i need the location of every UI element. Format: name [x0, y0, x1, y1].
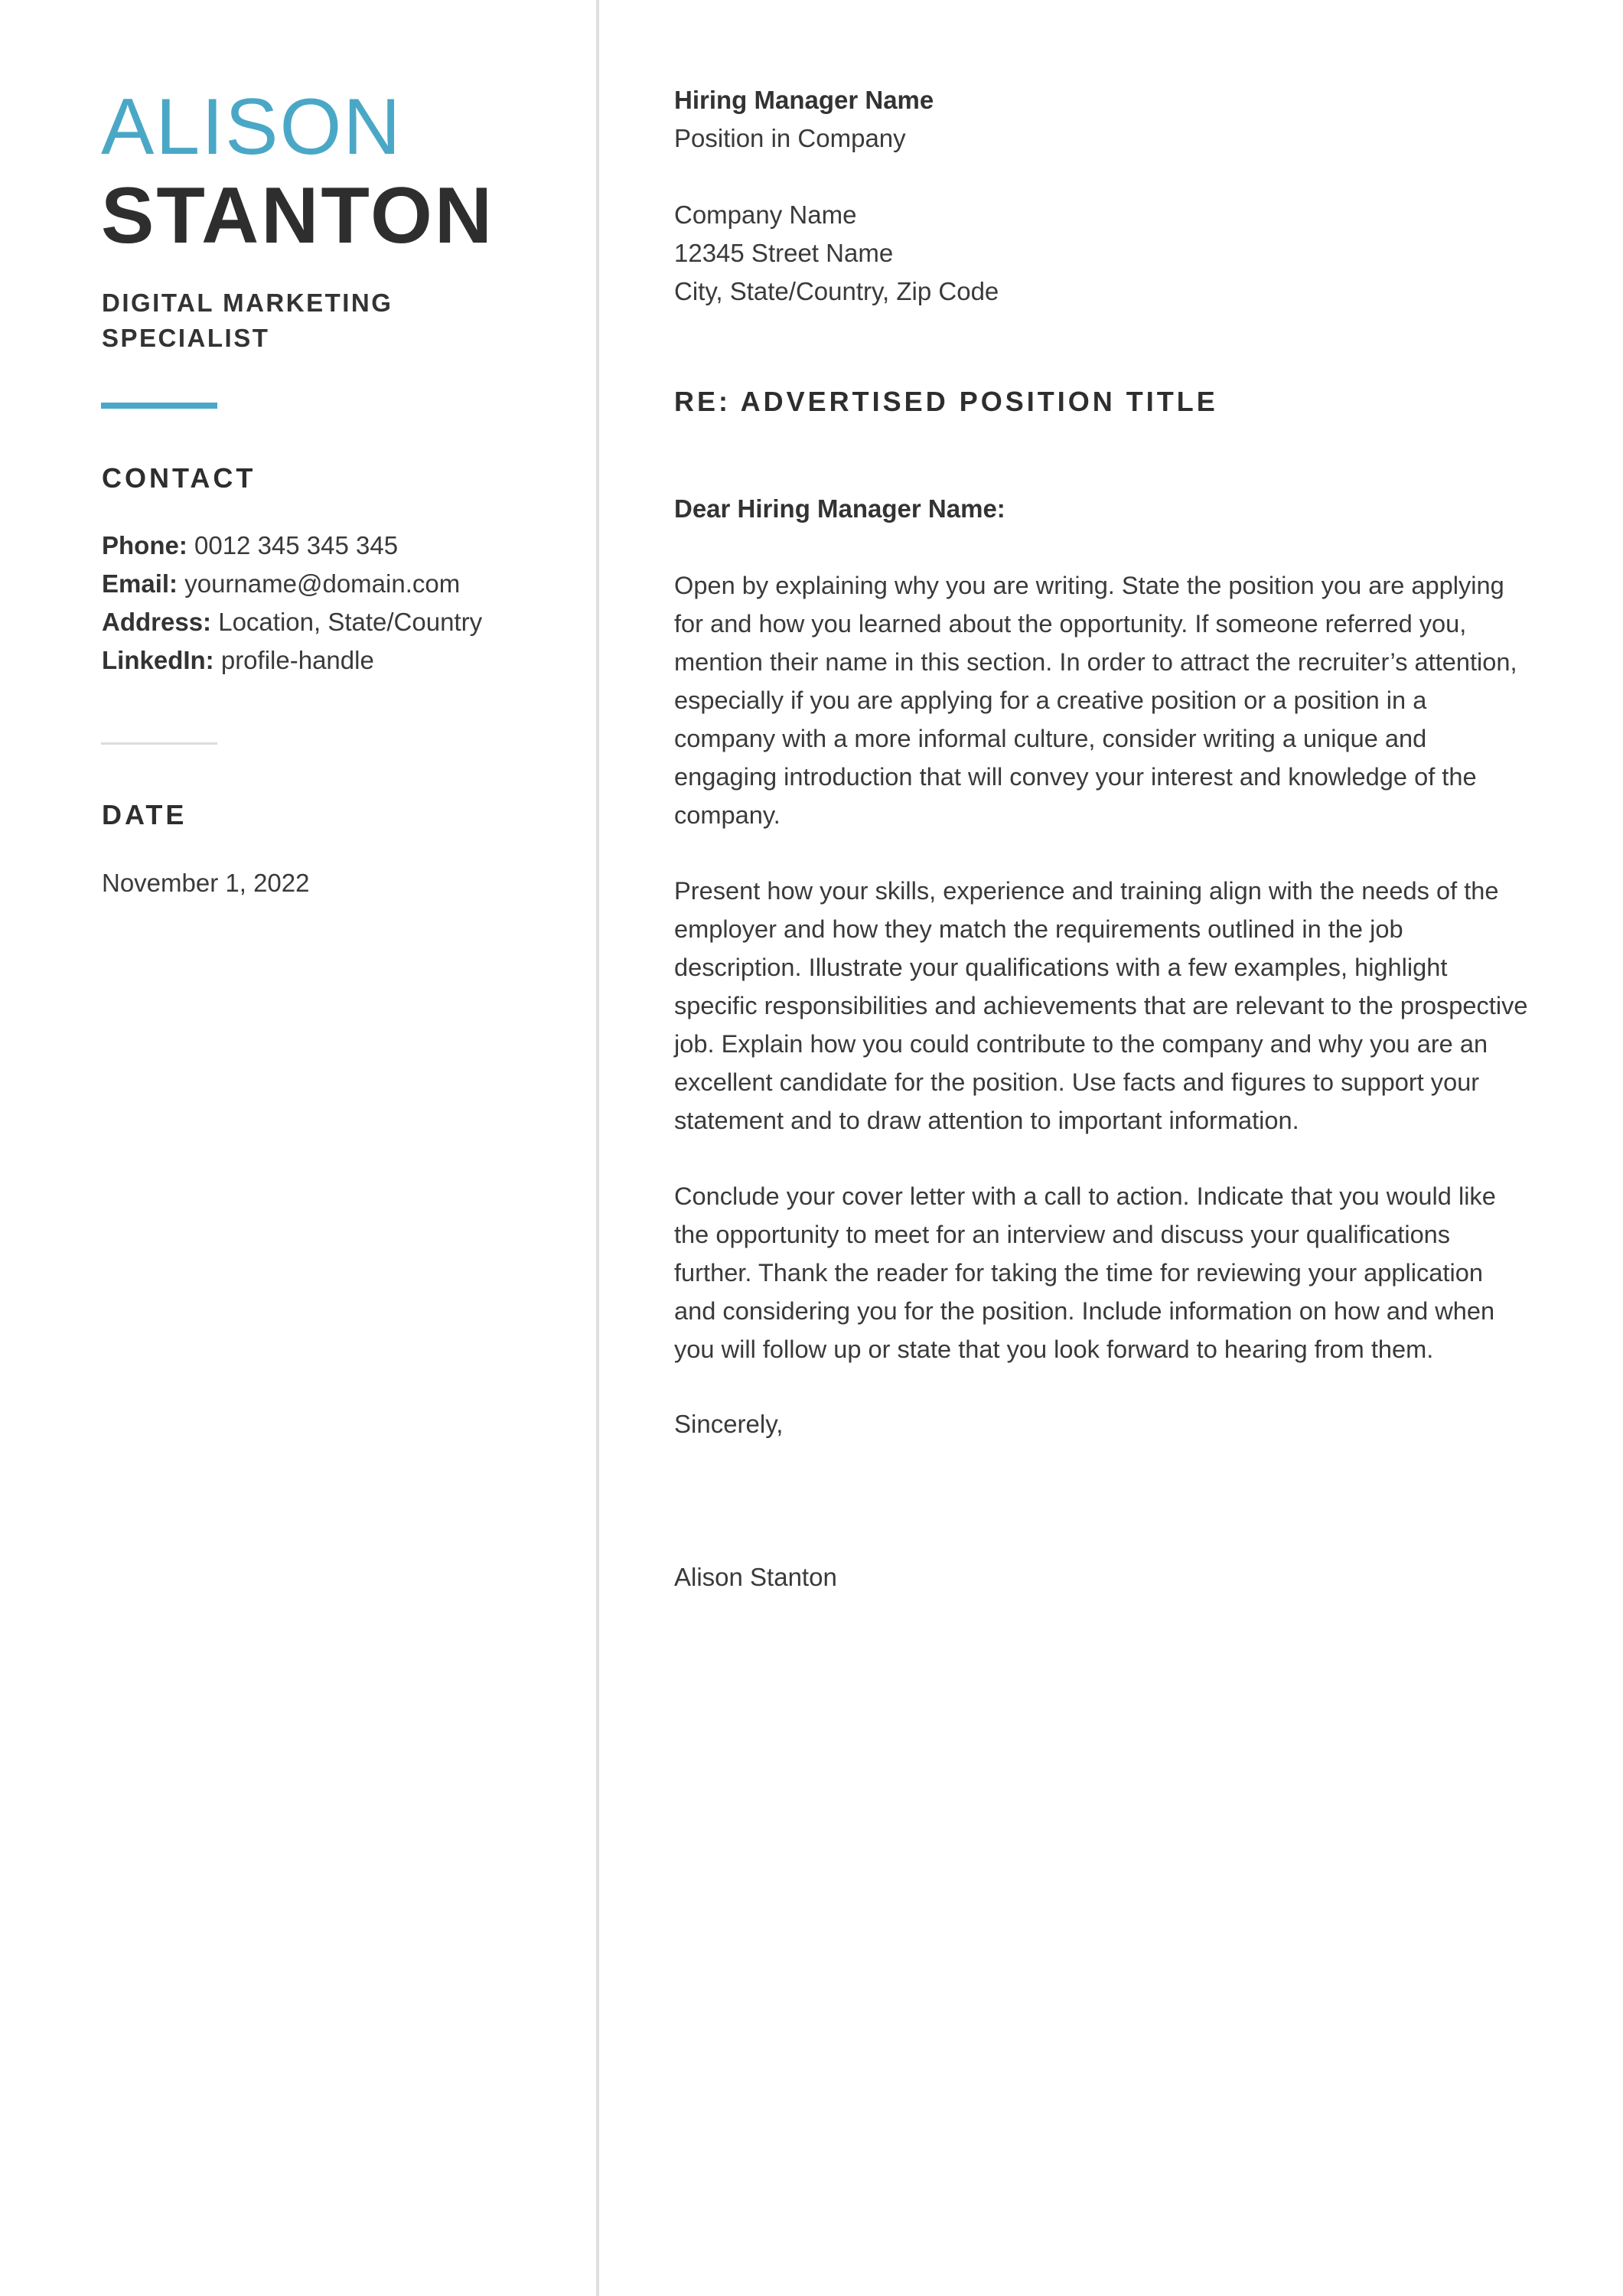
paragraph-qualifications: Present how your skills, experience and training align with the needs of the employer and how they match the requirements outlined in the job description. Illustrate your qualifications with a few examples, highlight specific responsibilities and achievements that are relevant to the prospective job. Explain how you could contribute to the company and why you are an excellent candidate for the position. Use facts and figures to support your statement and to draw attention to important information. — [674, 876, 1528, 1134]
address-label: Address: — [102, 608, 212, 636]
email-value: yourname@domain.com — [184, 569, 461, 598]
last-name: STANTON — [101, 171, 495, 260]
linkedin-label: LinkedIn: — [102, 646, 214, 674]
email-label: Email: — [102, 569, 178, 598]
column-divider — [596, 0, 599, 2296]
letter-date: November 1, 2022 — [102, 869, 310, 897]
contact-email — [102, 565, 482, 603]
company-city: City, State/Country, Zip Code — [674, 277, 999, 305]
contact-linkedin — [102, 641, 482, 680]
company-street: 12345 Street Name — [674, 239, 894, 267]
job-title: DIGITAL MARKETING SPECIALIST — [102, 289, 393, 352]
phone-value: 0012 345 345 345 — [194, 531, 399, 559]
linkedin-value: profile-handle — [220, 646, 374, 674]
paragraph-conclusion: Conclude your cover letter with a call to action. Indicate that you would like the opportunity to meet for an interview and discuss your qualifications further. Thank the reader for taking the time for reviewing your application and considering you for the position. Include information on how and when you will follow up or state that you look forward to hearing from them. — [674, 1182, 1496, 1363]
date-heading: DATE — [102, 799, 187, 830]
phone-label: Phone: — [102, 531, 187, 559]
sidebar — [0, 0, 596, 2296]
recipient-position: Position in Company — [674, 124, 906, 152]
salutation: Dear Hiring Manager Name: — [674, 494, 1005, 523]
signature: Alison Stanton — [674, 1563, 837, 1591]
address-value: Location, State/Country — [218, 608, 483, 636]
recipient-name: Hiring Manager Name — [674, 86, 934, 114]
first-name: ALISON — [101, 83, 402, 171]
contact-list — [102, 527, 482, 680]
re-line: RE: ADVERTISED POSITION TITLE — [674, 386, 1218, 417]
closing: Sincerely, — [674, 1410, 784, 1438]
contact-heading: CONTACT — [102, 462, 256, 494]
contact-phone — [102, 527, 482, 565]
paragraph-intro: Open by explaining why you are writing. State the position you are applying for and how you learned about the opportunity. If someone referred you, mention their name in this section. In order to attract the recruiter’s attention, especially if you are applying for a creative position or a position in a company with a more informal culture, consider writing a unique and engaging introduction that will convey your interest and knowledge of the company. — [674, 571, 1517, 829]
section-divider — [101, 742, 217, 745]
company-name: Company Name — [674, 201, 857, 229]
accent-bar — [101, 403, 217, 409]
contact-address — [102, 603, 482, 641]
